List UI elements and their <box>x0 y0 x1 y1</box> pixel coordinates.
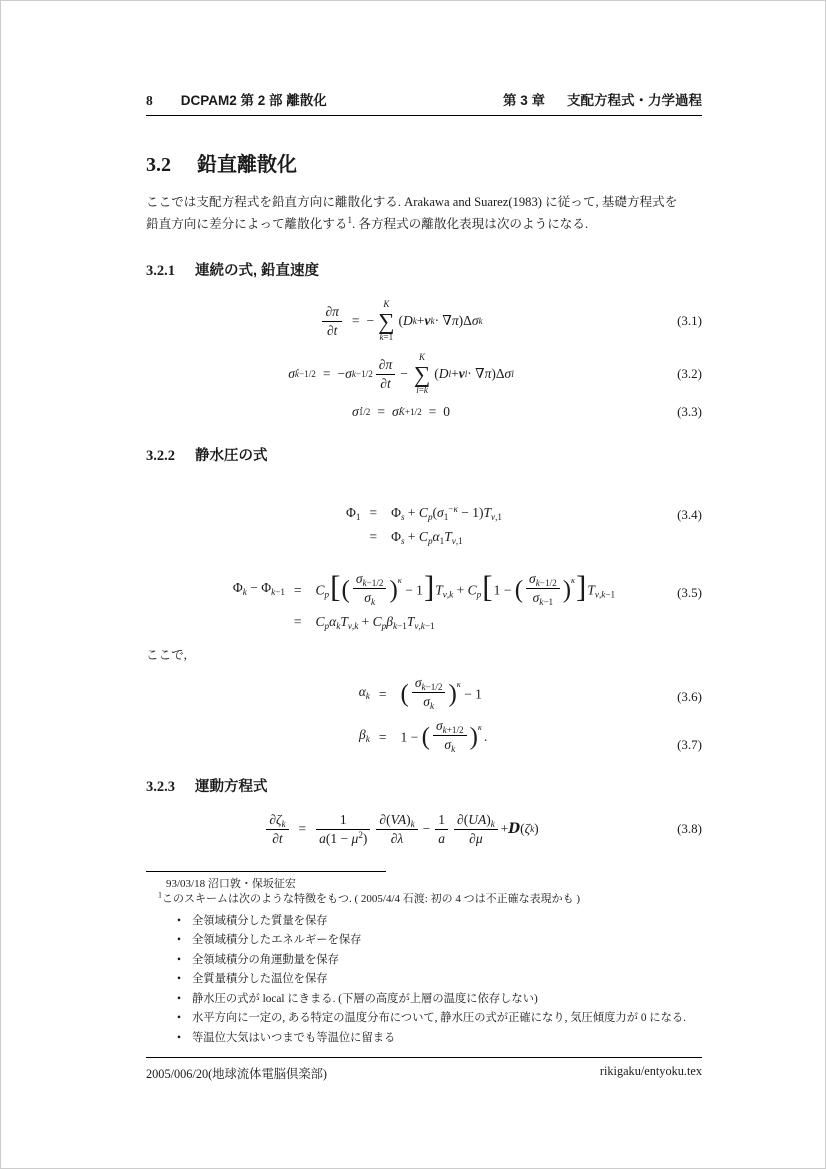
equation-3-4-body <box>146 505 702 545</box>
equation-number-3-4: (3.4) <box>677 506 702 522</box>
intro-line-2-pre: 鉛直方向に差分によって離散化する <box>146 216 348 231</box>
equation-3-6-3-7-body <box>146 675 702 753</box>
subsection-number: 3.2.3 <box>146 778 175 795</box>
equation-3-5 <box>146 571 702 630</box>
footnote-bullet-item: • 全領域積分の角運動量を保存 <box>146 951 702 971</box>
equation-rhs: = 1 − ( $\frac{\sigma_{k+1/2}}{\sigma_k}$ )$^\kappa$. <box>378 717 488 755</box>
intro-line-1: ここでは支配方程式を鉛直方向に離散化する. Arakawa and Suarez(1983) に従って, 基礎方程式を <box>146 195 678 209</box>
equation-3-5-body <box>146 571 702 630</box>
subsection-title-text: 連続の式, 鉛直速度 <box>195 263 320 279</box>
page-number: 8 <box>146 93 153 108</box>
equation-number-3-1: (3.1) <box>677 313 702 329</box>
equation-3-8 <box>146 812 702 847</box>
footnote-text-body: このスキームは次のような特徴をもつ. ( 2005/4/4 石渡: 初の 4 つは不正確な表現かも ) <box>162 892 580 905</box>
equation-rhs: = $\Phi_s + C_p\alpha_1T_{v,1}$ <box>369 528 463 546</box>
footer-right-text: rikigaku/entyoku.tex <box>599 1064 702 1078</box>
footnote-bullet-item: • 水平方向に一定の, ある特定の温度分布について, 静水圧の式が正確になり, 気圧傾度力が 0 になる. <box>146 1009 702 1029</box>
equation-rhs: = $C_p\alpha_kT_{v,k} + C_p\beta_{k-1}T_{v,k-1}$ <box>293 613 435 631</box>
subsection-title-3 <box>146 775 702 796</box>
equation-number-3-3: (3.3) <box>677 403 702 419</box>
where-label: ここで, <box>146 647 187 662</box>
footnote-bullet-item: • 全質量積分した温位を保存 <box>146 970 702 990</box>
footer-rule <box>146 1057 702 1058</box>
footnote-credit-line: 93/03/18 沼口敦・保坂征宏 <box>166 877 296 890</box>
equation-rhs: = ( $\frac{\sigma_{k-1/2}}{\sigma_k}$ )$^\kappa$ − 1 <box>378 674 482 712</box>
equation-3-3-body: σ̇ 1/2 = σ̇ K+1/2 = 0 <box>351 403 451 419</box>
equation-number-3-2: (3.2) <box>677 366 702 382</box>
equation-3-3 <box>146 404 702 420</box>
intro-line-2-post: . 各方程式の離散化表現は次のようになる. <box>352 216 589 231</box>
equation-lhs: $\alpha_k$ <box>358 684 370 702</box>
footnote-reference-mark: 1 <box>347 214 352 225</box>
footnote-bullet-item: • 静水圧の式が local にきまる. (下層の高度が上層の温度に依存しない) <box>146 990 702 1010</box>
subsection-title-2 <box>146 444 702 465</box>
section-title-text: 鉛直離散化 <box>197 154 297 176</box>
equation-number-3-7: (3.7) <box>677 736 702 752</box>
equation-3-1 <box>146 300 702 343</box>
equation-number-3-5: (3.5) <box>677 584 702 600</box>
header-right-title: 支配方程式・力学過程 <box>567 93 702 108</box>
subsection-title-text: 運動方程式 <box>195 778 268 795</box>
header-left-title: DCPAM2 第 2 部 離散化 <box>180 93 327 108</box>
equation-3-2 <box>146 353 702 396</box>
equation-rhs: = $C_p$[( $\frac{\sigma_{k-1/2}}{\sigma_k}$ )$^\kappa - 1]T_{v,k} + C_p[1$ − ( $\frac{\sigma_{k-1/2}}{\sigma_{k-1}}$ )$^\kappa]T_{v,k-1}$ <box>293 569 616 608</box>
section-number: 3.2 <box>146 154 171 176</box>
equation-3-6-3-7 <box>146 675 702 753</box>
equation-3-8-body: $\frac{\partial\zeta_k}{\partial t}$ = $\frac{1}{a(1 - \mu^2)}$ $\frac{\partial(VA)_k}{\partial\lambda}$ − $\frac{1}{a}$ $\frac{\partial(UA)_k}{\partial\mu}$ + D ( ζ k ) <box>146 812 656 847</box>
page-content <box>146 89 702 1048</box>
subsection-title-text: 静水圧の式 <box>195 447 268 464</box>
footer-spacer <box>327 1064 600 1082</box>
equation-lhs: $\Phi_1$ <box>346 504 361 522</box>
footnote-text <box>146 892 702 907</box>
section-title <box>146 148 702 177</box>
footnote-bullet-item: • 全領域積分したエネルギーを保存 <box>146 931 702 951</box>
equation-number-3-8: (3.8) <box>677 821 702 837</box>
equation-3-1-body: $\frac{\partial\pi}{\partial t}$ = − K ∑ k=1 ( D k + v k · ∇ π )Δ σ k <box>146 300 656 343</box>
subsection-number: 3.2.1 <box>146 263 175 279</box>
running-header <box>146 89 702 116</box>
page-footer <box>146 1057 702 1082</box>
subsection-number: 3.2.2 <box>146 447 175 464</box>
footnote-rule <box>146 871 386 872</box>
equation-lhs: $\Phi_k - \Phi_{k-1}$ <box>232 580 285 598</box>
footnote-bullet-item: • 全領域積分した質量を保存 <box>146 912 702 932</box>
equation-3-4 <box>146 505 702 545</box>
footer-left-text: 2005/006/20(地球流体電脳倶楽部) <box>146 1067 328 1081</box>
footnote-bullet-list <box>146 912 702 1049</box>
footnote-block <box>146 871 702 1049</box>
footnote-bullet-item: • 等温位大気はいつまでも等温位に留まる <box>146 1029 702 1049</box>
intro-line-2 <box>146 214 702 236</box>
equation-3-2-body: σ̇ k−1/2 = − σ k−1/2 $\frac{\partial\pi}{\partial t}$ − K ∑ l=k ( D l + v l · ∇ π )Δ σ l <box>288 351 514 395</box>
intro-paragraph <box>146 192 702 235</box>
header-chapter: 第 3 章 <box>502 93 545 108</box>
equation-rhs: = $\Phi_s + C_p(\sigma_1^{-\kappa} - 1)T_{v,1}$ <box>369 503 502 522</box>
subsection-title-1 <box>146 259 702 280</box>
equation-lhs: $\beta_k$ <box>359 727 370 745</box>
footer-line <box>146 1064 702 1082</box>
equation-number-3-6: (3.6) <box>677 688 702 704</box>
footnote-mark: 1 <box>158 890 162 900</box>
